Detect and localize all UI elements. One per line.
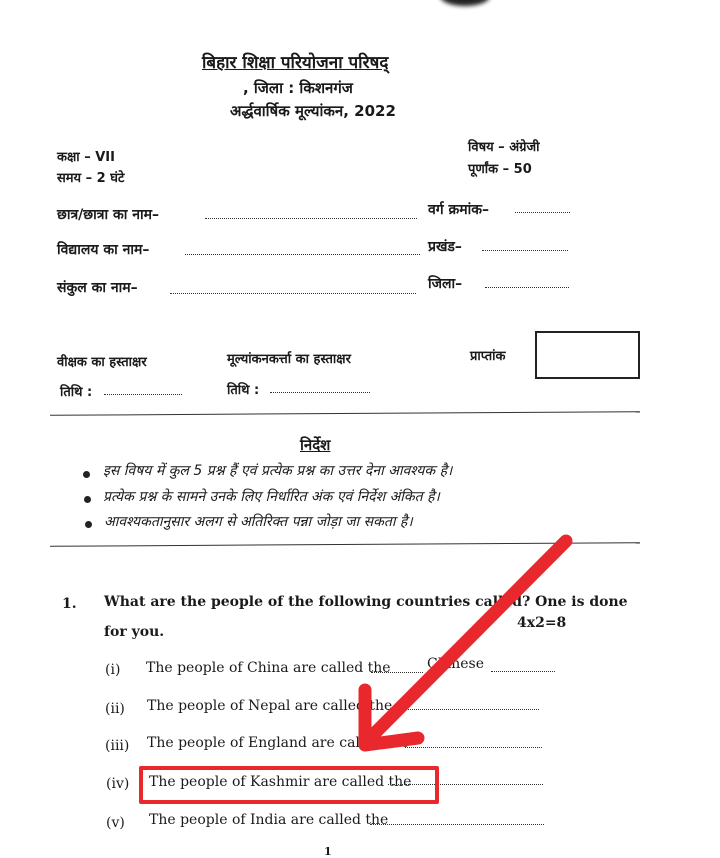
district-line: , जिला : किशनगंज (243, 79, 353, 97)
instruction-item: इस विषय में कुल 5 प्रश्न हैं एवं प्रत्येक प्रश्न का उत्तर देना आवश्यक है। (103, 463, 453, 479)
evaluator-signature-label: मूल्यांकनकर्त्ता का हस्ताक्षर (227, 352, 351, 367)
subject-label: विषय – अंग्रेजी (468, 140, 540, 155)
item-number: (iv) (106, 776, 130, 792)
full-marks-label: पूर्णांक – 50 (468, 162, 532, 177)
item-number: (iii) (105, 738, 130, 754)
exam-title: अर्द्धवार्षिक मूल्यांकन, 2022 (230, 102, 396, 120)
district-field-label: जिला– (428, 276, 463, 292)
page-number: 1 (324, 845, 332, 858)
item-text: The people of India are called the (149, 812, 389, 828)
invigilator-signature-label: वीक्षक का हस्ताक्षर (57, 355, 147, 370)
student-name-label: छात्र/छात्रा का नाम– (57, 207, 159, 223)
marks-obtained-label: प्राप्तांक (470, 349, 506, 364)
item-number: (ii) (105, 701, 125, 717)
block-label: प्रखंड– (428, 239, 462, 255)
instruction-item: आवश्यकतानुसार अलग से अतिरिक्त पन्ना जोड़ा जा सकता है। (104, 514, 413, 530)
instructions-heading: निर्देश (300, 436, 331, 454)
org-title: बिहार शिक्षा परियोजना परिषद् (202, 53, 389, 73)
item-text: The people of England are called the (147, 735, 409, 751)
item-answer: Chinese (427, 656, 484, 672)
item-text: The people of Nepal are called the (147, 698, 393, 714)
item-number: (i) (105, 662, 121, 678)
item-number: (v) (106, 815, 125, 831)
question-text-cont: for you. (104, 624, 165, 640)
class-label: कक्षा – VII (57, 150, 115, 165)
question-text: What are the people of the following countries called? One is done (104, 594, 628, 610)
date-label-1: तिथि : (60, 385, 93, 400)
school-label: विद्यालय का नाम– (57, 242, 150, 258)
question-marks: 4x2=8 (517, 615, 567, 631)
roll-label: वर्ग क्रमांक– (428, 202, 490, 218)
time-label: समय – 2 घंटे (57, 171, 125, 186)
date-label-2: तिथि : (227, 383, 260, 398)
cluster-label: संकुल का नाम– (57, 280, 138, 296)
item-text: The people of China are called the (146, 660, 391, 676)
instruction-item: प्रत्येक प्रश्न के सामने उनके लिए निर्धारित अंक एवं निर्देश अंकित है। (103, 489, 440, 505)
question-number: 1. (62, 596, 77, 612)
item-text: The people of Kashmir are called the (149, 774, 412, 790)
